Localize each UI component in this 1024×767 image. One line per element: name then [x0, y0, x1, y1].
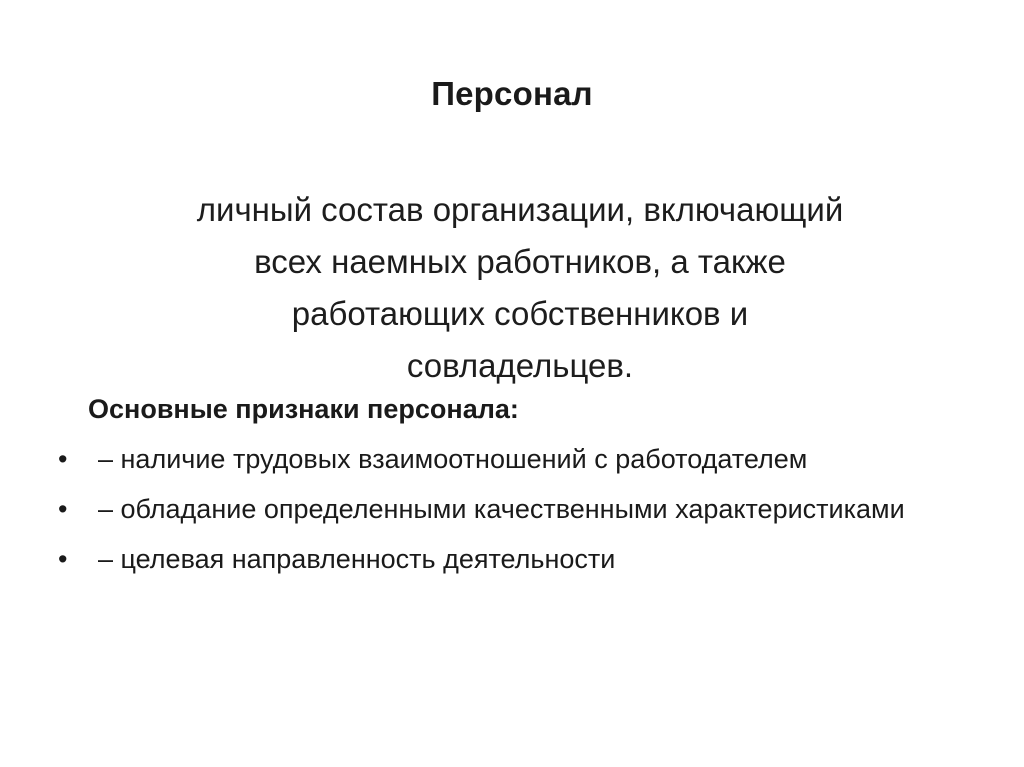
- definition-line: всех наемных работников, а также: [254, 243, 786, 280]
- bullet-text: – наличие трудовых взаимоотношений с работодателем: [98, 444, 808, 474]
- bullet-dot-icon: •: [58, 494, 68, 524]
- definition-text: [80, 184, 960, 392]
- definition-line: личный состав организации, включающий: [196, 191, 844, 228]
- bullet-list: [58, 441, 958, 591]
- bullet-item: [58, 491, 958, 527]
- definition-line: совладельцев.: [406, 347, 634, 384]
- bullet-dot-icon: •: [58, 544, 68, 574]
- bullet-item: [58, 541, 958, 577]
- bullet-dot-icon: •: [58, 444, 68, 474]
- definition-line: работающих собственников и: [291, 295, 749, 332]
- bullet-item: [58, 441, 958, 477]
- bullet-text: – целевая направленность деятельности: [98, 544, 616, 574]
- subheading: Основные признаки персонала:: [88, 394, 519, 424]
- slide-title: Персонал: [431, 75, 593, 112]
- bullet-text: – обладание определенными качественными характеристиками: [98, 494, 905, 524]
